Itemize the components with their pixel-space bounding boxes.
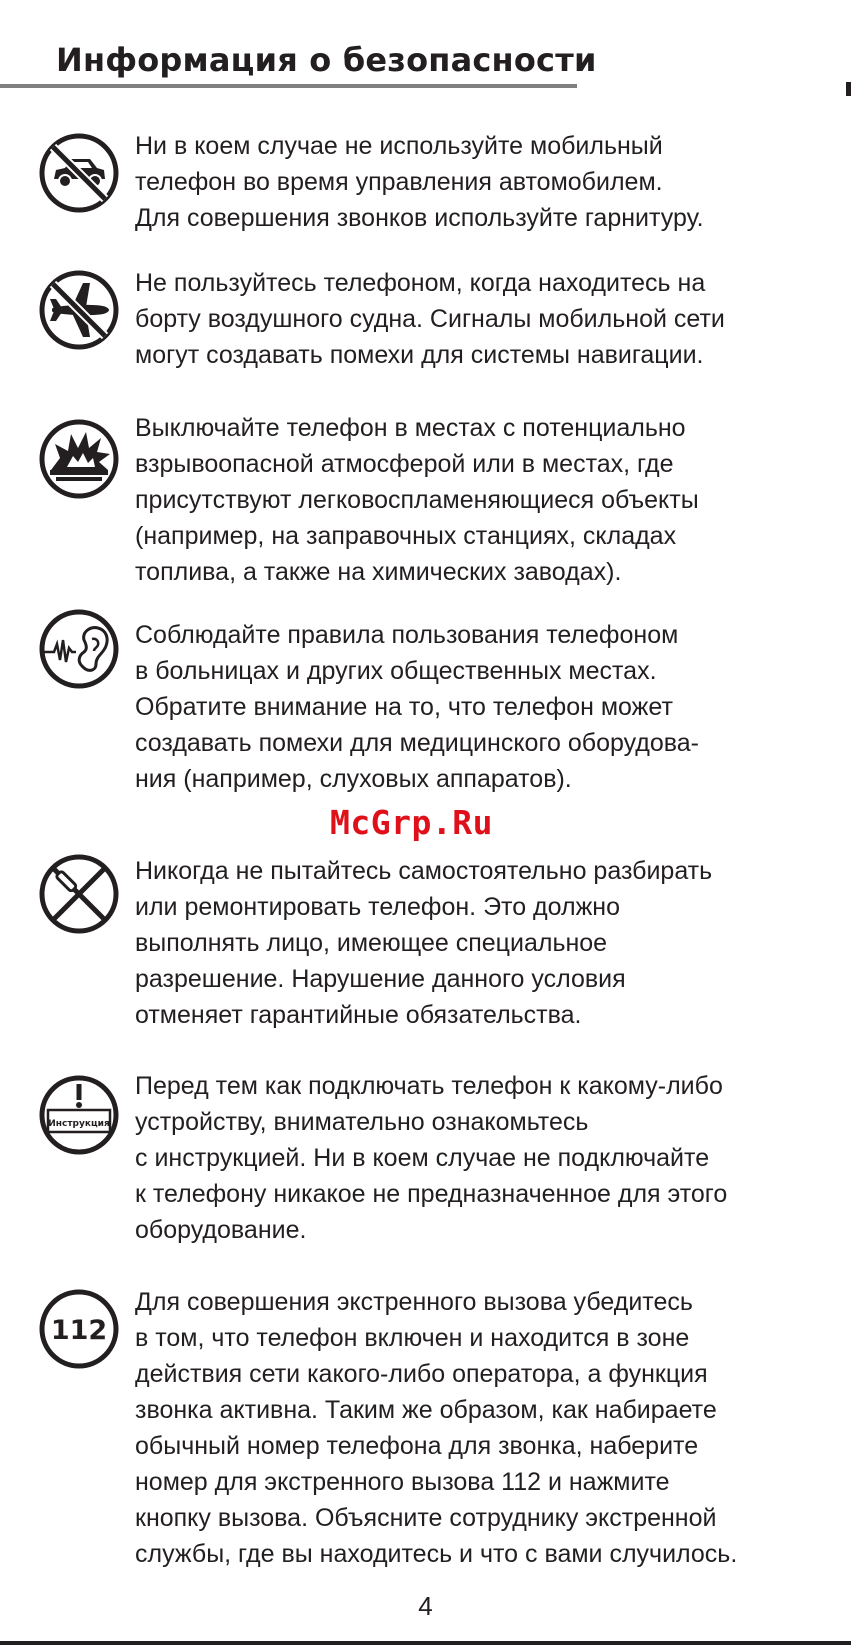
instruction-icon-label: Инструкция bbox=[48, 1119, 110, 1129]
item-line: отменяет гарантийные обязательства. bbox=[135, 1001, 582, 1029]
instruction-icon bbox=[38, 1074, 120, 1156]
item-line: топлива, а также на химических заводах). bbox=[135, 558, 622, 586]
item-line: с инструкцией. Ни в коем случае не подключайте bbox=[135, 1144, 710, 1172]
item-line: или ремонтировать телефон. Это должно bbox=[135, 893, 621, 921]
item-line: Для совершения экстренного вызова убедитесь bbox=[135, 1288, 693, 1316]
item-line: Обратите внимание на то, что телефон может bbox=[135, 693, 673, 721]
item-line: присутствуют легковоспламеняющиеся объекты bbox=[135, 486, 699, 514]
item-line: телефон во время управления автомобилем. bbox=[135, 168, 663, 196]
item-line: (например, на заправочных станциях, складах bbox=[135, 522, 677, 550]
item-line: действия сети какого-либо оператора, а функция bbox=[135, 1360, 708, 1388]
item-line: Никогда не пытайтесь самостоятельно разбирать bbox=[135, 857, 713, 885]
explosion-icon bbox=[38, 418, 120, 500]
no-airplane-icon bbox=[38, 269, 120, 351]
item-line: в том, что телефон включен и находится в зоне bbox=[135, 1324, 690, 1352]
item-line: Соблюдайте правила пользования телефоном bbox=[135, 621, 679, 649]
item-line: обычный номер телефона для звонка, наберите bbox=[135, 1432, 699, 1460]
item-line: Не пользуйтесь телефоном, когда находитесь на bbox=[135, 269, 706, 297]
hearing-aid-icon bbox=[38, 608, 120, 690]
item-line: к телефону никакое не предназначенное для этого bbox=[135, 1180, 728, 1208]
bottom-border bbox=[0, 1641, 851, 1645]
no-repair-icon bbox=[38, 853, 120, 935]
item-line: звонка активна. Таким же образом, как набираете bbox=[135, 1396, 717, 1424]
item-line: Перед тем как подключать телефон к какому-либо bbox=[135, 1072, 723, 1100]
item-line: создавать помехи для медицинского оборудова- bbox=[135, 729, 700, 757]
item-line: номер для экстренного вызова 112 и нажмите bbox=[135, 1468, 670, 1496]
item-line: ния (например, слуховых аппаратов). bbox=[135, 765, 572, 793]
item-line: кнопку вызова. Объясните сотруднику экстренной bbox=[135, 1504, 717, 1532]
emergency-number-label: 112 bbox=[50, 1315, 108, 1346]
item-line: могут создавать помехи для системы навигации. bbox=[135, 341, 704, 369]
item-line: борту воздушного судна. Сигналы мобильной сети bbox=[135, 305, 725, 333]
title-underline bbox=[0, 84, 577, 88]
emergency-112-icon bbox=[38, 1288, 120, 1370]
item-line: выполнять лицо, имеющее специальное bbox=[135, 929, 608, 957]
page-number: 4 bbox=[418, 1591, 433, 1621]
item-line: службы, где вы находитесь и что с вами случилось. bbox=[135, 1540, 738, 1568]
edge-mark bbox=[846, 82, 851, 96]
item-line: оборудование. bbox=[135, 1216, 307, 1244]
item-line: Для совершения звонков используйте гарнитуру. bbox=[135, 204, 704, 232]
item-line: взрывоопасной атмосферой или в местах, где bbox=[135, 450, 674, 478]
item-line: Выключайте телефон в местах с потенциально bbox=[135, 414, 686, 442]
item-line: разрешение. Нарушение данного условия bbox=[135, 965, 626, 993]
page-title: Информация о безопасности bbox=[56, 41, 597, 79]
watermark: McGrp.Ru bbox=[330, 803, 493, 842]
item-line: Ни в коем случае не используйте мобильный bbox=[135, 132, 663, 160]
item-line: в больницах и других общественных местах. bbox=[135, 657, 657, 685]
item-line: устройству, внимательно ознакомьтесь bbox=[135, 1108, 589, 1136]
no-driving-icon bbox=[38, 132, 120, 214]
